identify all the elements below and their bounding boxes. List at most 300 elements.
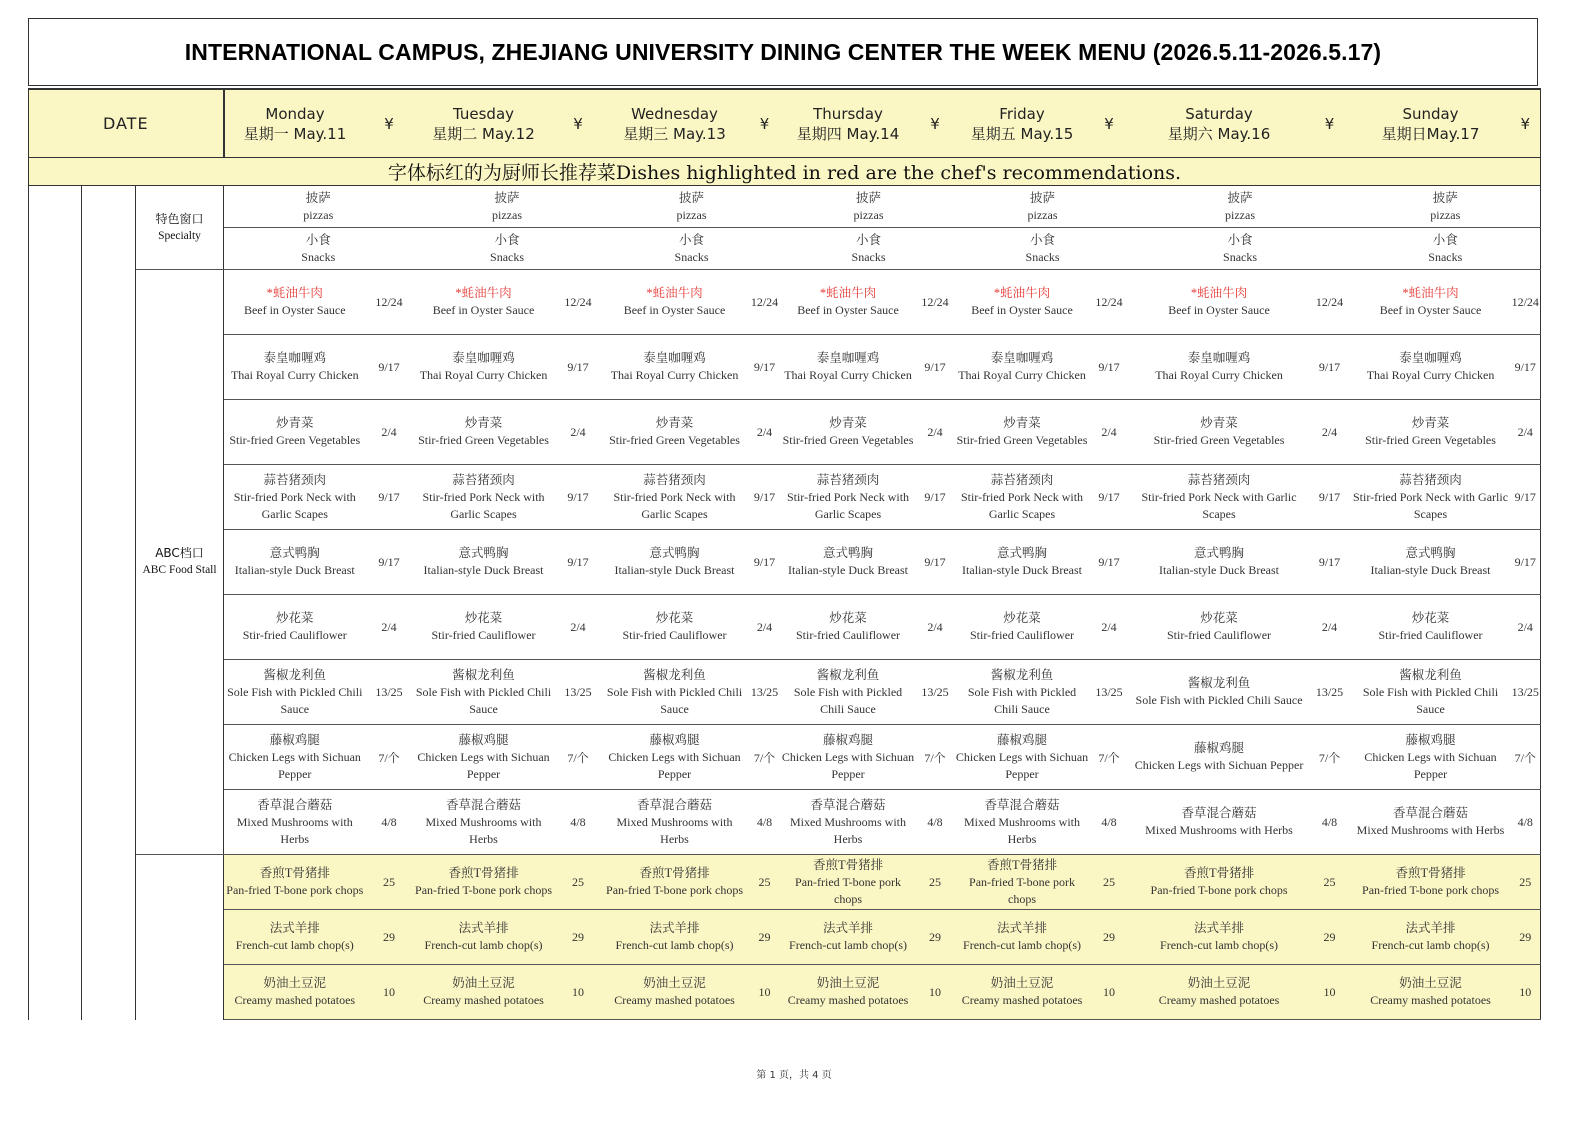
price-cell: 2/4	[748, 400, 782, 465]
dish-name-en: French-cut lamb chop(s)	[1371, 938, 1490, 952]
dish-name-en: Stir-fried Cauliflower	[431, 628, 536, 642]
dish	[1130, 865, 1309, 899]
dish-name-en: French-cut lamb chop(s)	[615, 938, 734, 952]
dish	[224, 667, 366, 718]
dish-cell	[602, 186, 782, 228]
price-cell: 10	[748, 965, 782, 1020]
dish-name-en: Snacks	[301, 249, 336, 264]
dish	[956, 857, 1089, 908]
dish-name-cn: 法式羊排	[649, 921, 700, 935]
dish-name-cn: *蚝油牛肉	[1402, 286, 1459, 300]
price-cell: 9/17	[748, 465, 782, 530]
section-name-en: Specialty	[158, 229, 201, 242]
dish-name-en: Stir-fried Green Vegetables	[956, 433, 1088, 447]
dish-name-en: Stir-fried Green Vegetables	[609, 433, 740, 447]
dish-name-en: Italian-style Duck Breast	[1159, 563, 1279, 577]
price-cell: 4/8	[366, 790, 413, 855]
dish-name-en: Stir-fried Green Vegetables	[1153, 433, 1285, 447]
abc-row	[29, 335, 1541, 400]
dish-cell	[1130, 530, 1309, 595]
dish-cell	[956, 790, 1089, 855]
abc-row	[29, 400, 1541, 465]
dish-name-cn: 泰皇咖喱鸡	[990, 351, 1054, 365]
dish	[956, 350, 1089, 384]
dish-cell	[413, 910, 555, 965]
price-cell: 9/17	[748, 335, 782, 400]
dish-name-en: Thai Royal Curry Chicken	[1155, 368, 1283, 382]
dish-name-cn: 蒜苔猪颈肉	[1187, 472, 1251, 487]
dish-cell	[413, 855, 555, 910]
price-cell: 9/17	[1089, 335, 1130, 400]
dish	[224, 472, 366, 523]
dish-name-cn: 炒青菜	[276, 416, 314, 430]
dish	[1351, 975, 1511, 1009]
price-cell: 2/4	[366, 595, 413, 660]
dish-cell	[224, 910, 366, 965]
dish-name-en: French-cut lamb chop(s)	[1160, 938, 1278, 952]
price-cell: 25	[555, 855, 602, 910]
dish-cell	[1351, 530, 1511, 595]
dish-cell	[956, 660, 1089, 725]
dish-name-en: Thai Royal Curry Chicken	[230, 368, 359, 382]
dish-name-cn: 香煎T骨猪排	[259, 866, 330, 880]
dish-cell	[1351, 910, 1511, 965]
dish-name-cn: 蒜苔猪颈肉	[452, 472, 515, 487]
dish-name-en: Pan-fried T-bone pork chops	[226, 883, 364, 897]
price-cell: 13/25	[1089, 660, 1130, 725]
dish-name-cn: 小食	[1227, 232, 1253, 247]
dish-name-en: Pan-fried T-bone pork chops	[1150, 883, 1288, 897]
dish-cell	[413, 400, 555, 465]
price-cell: 29	[366, 910, 413, 965]
price-cell: 29	[1511, 910, 1541, 965]
dish-name-cn: 炒花菜	[655, 611, 694, 625]
price-cell: 9/17	[915, 335, 956, 400]
dish-name-en: Creamy mashed potatoes	[961, 993, 1083, 1007]
dish-cell	[1130, 270, 1309, 335]
yen-header: ¥	[748, 89, 782, 158]
dish	[1351, 865, 1511, 899]
dish	[956, 667, 1089, 718]
dish-name-cn: 披萨	[679, 190, 705, 205]
dish-name-en: Stir-fried Pork Neck with Garlic Scapes	[1352, 489, 1509, 521]
dish	[224, 797, 366, 848]
dish-name-cn: 炒青菜	[829, 416, 867, 430]
dish-name-en: pizzas	[676, 207, 707, 222]
dish-cell	[782, 965, 915, 1020]
dish-name-en: Creamy mashed potatoes	[1370, 993, 1491, 1007]
dish-cell	[782, 855, 915, 910]
dish-name-en: Mixed Mushrooms with Herbs	[425, 814, 542, 846]
dish	[956, 285, 1089, 319]
dish-name-cn: 蒜苔猪颈肉	[1399, 472, 1462, 487]
price-cell: 9/17	[1309, 530, 1351, 595]
dish	[1130, 675, 1309, 709]
dish-cell	[224, 595, 366, 660]
dish-name-en: Chicken Legs with Sichuan Pepper	[955, 749, 1089, 781]
dish	[413, 797, 555, 848]
dish	[602, 472, 748, 523]
dish	[413, 285, 555, 319]
day-date: 星期五 May.15	[970, 124, 1074, 143]
dish-cell	[413, 270, 555, 335]
dish	[224, 232, 413, 266]
western-row	[29, 855, 1541, 910]
dish-cell	[224, 400, 366, 465]
price-cell: 7/个	[1511, 725, 1541, 790]
section-name-cn: 特色窗口	[155, 211, 204, 226]
dish-name-cn: *蚝油牛肉	[455, 286, 512, 300]
dish-name-en: Italian-style Duck Breast	[1370, 563, 1491, 577]
dish-cell	[1130, 186, 1351, 228]
price-cell: 2/4	[1089, 595, 1130, 660]
dish-name-cn: 藤椒鸡腿	[997, 732, 1048, 747]
dish-name-en: Pan-fried T-bone pork chops	[415, 883, 552, 897]
dish-name-en: French-cut lamb chop(s)	[424, 938, 543, 952]
dish-cell	[413, 228, 602, 270]
dish-name-cn: 香煎T骨猪排	[448, 866, 519, 880]
dish-name-cn: 披萨	[1227, 190, 1253, 205]
dish-name-cn: *蚝油牛肉	[993, 286, 1051, 300]
dish	[413, 350, 555, 384]
dish	[224, 350, 366, 384]
dish	[1351, 545, 1511, 579]
dish-name-en: Chicken Legs with Sichuan Pepper	[228, 749, 361, 781]
dish-name-en: Beef in Oyster Sauce	[243, 303, 346, 317]
dish-cell	[956, 465, 1089, 530]
dish-name-cn: 奶油土豆泥	[1399, 976, 1462, 990]
dish	[413, 732, 555, 783]
dish	[782, 975, 915, 1009]
dish	[782, 350, 915, 384]
dish	[224, 415, 366, 449]
dish-name-en: Stir-fried Green Vegetables	[782, 433, 914, 447]
price-cell: 4/8	[1089, 790, 1130, 855]
dish-cell	[602, 530, 748, 595]
dish	[1351, 610, 1511, 644]
dish-cell	[413, 465, 555, 530]
dish	[1130, 740, 1309, 774]
price-cell: 12/24	[748, 270, 782, 335]
price-cell: 29	[915, 910, 956, 965]
dish-cell	[956, 530, 1089, 595]
dish-name-cn: 香煎T骨猪排	[639, 866, 710, 880]
price-cell: 9/17	[555, 530, 602, 595]
dish-name-cn: 小食	[856, 232, 882, 247]
price-cell: 7/个	[1089, 725, 1130, 790]
dish	[782, 190, 956, 224]
dish-name-en: Pan-fried T-bone pork chops	[969, 874, 1075, 906]
section-name-en: ABC Food Stall	[142, 564, 217, 576]
dish	[782, 545, 915, 579]
price-cell: 4/8	[748, 790, 782, 855]
dish	[602, 285, 748, 319]
dish-name-cn: 藤椒鸡腿	[269, 732, 320, 747]
western-label	[136, 855, 224, 1020]
yen-header: ¥	[366, 89, 413, 158]
dish-cell	[224, 790, 366, 855]
dish	[224, 975, 366, 1009]
dish-cell	[602, 270, 748, 335]
price-cell: 2/4	[1089, 400, 1130, 465]
dish-cell	[1130, 855, 1309, 910]
dish-name-cn: 酱椒龙利鱼	[816, 667, 880, 682]
note-row	[29, 158, 1541, 186]
dish-name-cn: 泰皇咖喱鸡	[816, 351, 880, 365]
dish-cell	[782, 335, 915, 400]
day-header	[1351, 89, 1511, 158]
price-cell: 2/4	[1511, 400, 1541, 465]
dish-cell	[1351, 270, 1511, 335]
dish-cell	[956, 855, 1089, 910]
price-cell: 2/4	[1511, 595, 1541, 660]
dish-name-en: Pan-fried T-bone pork chops	[1362, 883, 1499, 897]
dish-name-cn: 蒜苔猪颈肉	[990, 472, 1054, 487]
dish-cell	[224, 855, 366, 910]
dish-cell	[782, 660, 915, 725]
dish	[782, 667, 915, 718]
date-header: DATE	[29, 89, 224, 158]
dish-name-cn: 小食	[1432, 232, 1458, 247]
dish-name-cn: 炒青菜	[655, 416, 694, 430]
day-date: 星期二 May.12	[432, 124, 535, 143]
price-cell: 25	[366, 855, 413, 910]
abc-row	[29, 465, 1541, 530]
dish-name-cn: 酱椒龙利鱼	[1399, 667, 1462, 682]
dish-cell	[224, 270, 366, 335]
page-title: INTERNATIONAL CAMPUS, ZHEJIANG UNIVERSITY DINING CENTER THE WEEK MENU (2026.5.11-2026.5.17)	[184, 38, 1382, 65]
dish	[1130, 975, 1309, 1009]
dish-cell	[956, 910, 1089, 965]
specialty-row	[29, 228, 1541, 270]
price-cell: 29	[555, 910, 602, 965]
price-cell: 9/17	[1309, 465, 1351, 530]
dish-cell	[1351, 790, 1511, 855]
dish-cell	[1130, 790, 1309, 855]
dish-name-cn: 奶油土豆泥	[452, 976, 515, 990]
dish-cell	[956, 400, 1089, 465]
dish	[224, 920, 366, 954]
abc-row	[29, 725, 1541, 790]
dish-name-cn: 香煎T骨猪排	[986, 857, 1058, 872]
dish-name-cn: 披萨	[856, 190, 882, 205]
price-cell: 7/个	[1309, 725, 1351, 790]
price-cell: 25	[1511, 855, 1541, 910]
dish-cell	[1351, 400, 1511, 465]
dish-name-cn: 法式羊排	[1405, 921, 1456, 935]
dish-name-en: Beef in Oyster Sauce	[432, 303, 535, 317]
abc-label	[136, 270, 224, 855]
dish-name-cn: 藤椒鸡腿	[1194, 741, 1245, 755]
dish-cell	[782, 228, 956, 270]
dish-name-en: Stir-fried Pork Neck with Garlic Scapes	[786, 489, 910, 521]
dish-name-en: Thai Royal Curry Chicken	[1366, 368, 1495, 382]
price-cell: 2/4	[366, 400, 413, 465]
dish-name-cn: 香草混合蘑菇	[257, 797, 333, 812]
dish	[782, 797, 915, 848]
dish-cell	[1351, 335, 1511, 400]
dish-name-cn: 奶油土豆泥	[263, 976, 327, 990]
price-cell: 9/17	[915, 530, 956, 595]
dish-name-en: Snacks	[1025, 249, 1060, 264]
day-name: Sunday	[1402, 104, 1459, 123]
dish-name-cn: 酱椒龙利鱼	[1187, 676, 1251, 690]
price-cell: 2/4	[1309, 595, 1351, 660]
price-cell: 10	[915, 965, 956, 1020]
price-cell: 2/4	[555, 400, 602, 465]
dish-name-cn: 香草混合蘑菇	[446, 797, 522, 812]
dish-name-en: Mixed Mushrooms with Herbs	[616, 814, 733, 846]
dish	[956, 190, 1130, 224]
dish	[1130, 805, 1309, 839]
dish	[782, 415, 915, 449]
price-cell: 9/17	[748, 530, 782, 595]
price-cell: 13/25	[366, 660, 413, 725]
dish	[956, 920, 1089, 954]
dish-name-en: Snacks	[490, 249, 525, 264]
dish-name-cn: 炒青菜	[464, 416, 503, 430]
dish-name-en: French-cut lamb chop(s)	[235, 938, 354, 952]
price-cell: 10	[1309, 965, 1351, 1020]
page-footer: 第 1 页，共 4 页	[756, 1070, 832, 1081]
dish-name-en: Creamy mashed potatoes	[614, 993, 735, 1007]
dish	[782, 232, 956, 266]
dish	[602, 610, 748, 644]
dish-name-en: Mixed Mushrooms with Herbs	[790, 814, 907, 846]
dish	[602, 415, 748, 449]
price-cell: 7/个	[915, 725, 956, 790]
dish-name-en: Stir-fried Cauliflower	[1166, 628, 1272, 642]
dish	[224, 865, 366, 899]
dish	[224, 732, 366, 783]
dish-name-en: Italian-style Duck Breast	[423, 563, 544, 577]
dish-name-en: Chicken Legs with Sichuan Pepper	[417, 749, 550, 781]
dish	[224, 190, 413, 224]
price-cell: 13/25	[1511, 660, 1541, 725]
abc-row	[29, 660, 1541, 725]
dish-name-en: Creamy mashed potatoes	[423, 993, 544, 1007]
dish-name-en: Chicken Legs with Sichuan Pepper	[1134, 758, 1304, 772]
dish-name-en: Sole Fish with Pickled Chili Sauce	[227, 684, 363, 716]
dish-name-en: Stir-fried Pork Neck with Garlic Scapes	[1141, 489, 1297, 521]
title-box	[28, 18, 1538, 86]
dish-cell	[1351, 855, 1511, 910]
dish-name-cn: 法式羊排	[1194, 921, 1245, 935]
dish-cell	[956, 335, 1089, 400]
dish-name-cn: 蒜苔猪颈肉	[816, 472, 880, 487]
day-date: 星期四 May.14	[796, 124, 900, 143]
dish-name-en: Italian-style Duck Breast	[962, 563, 1082, 577]
dish-cell	[1351, 465, 1511, 530]
dish-cell	[1130, 965, 1309, 1020]
dish-cell	[782, 530, 915, 595]
dish-name-cn: 奶油土豆泥	[990, 976, 1054, 990]
dish-name-en: Mixed Mushrooms with Herbs	[1145, 823, 1293, 837]
lead-column	[29, 186, 82, 1020]
dish-cell	[413, 660, 555, 725]
dish-name-en: Stir-fried Green Vegetables	[418, 433, 549, 447]
dish-name-en: Thai Royal Curry Chicken	[958, 368, 1086, 382]
dish-name-cn: 炒青菜	[1411, 416, 1450, 430]
dish-name-en: Pan-fried T-bone pork chops	[795, 874, 901, 906]
dish-name-cn: *蚝油牛肉	[646, 286, 703, 300]
dish-cell	[602, 725, 748, 790]
dish-name-en: Italian-style Duck Breast	[614, 563, 735, 577]
dish	[224, 285, 366, 319]
dish	[602, 732, 748, 783]
price-cell: 9/17	[366, 335, 413, 400]
dish-name-cn: 披萨	[494, 190, 520, 205]
price-cell: 4/8	[1511, 790, 1541, 855]
price-cell: 9/17	[1089, 530, 1130, 595]
price-cell: 12/24	[915, 270, 956, 335]
dish	[602, 797, 748, 848]
yen-header: ¥	[1511, 89, 1541, 158]
dish	[956, 232, 1130, 266]
day-name: Saturday	[1185, 104, 1253, 123]
dish-cell	[413, 725, 555, 790]
dish-name-en: Pan-fried T-bone pork chops	[606, 883, 743, 897]
dish	[1130, 545, 1309, 579]
dish-name-cn: 炒花菜	[1003, 611, 1041, 625]
price-cell: 10	[555, 965, 602, 1020]
day-header	[956, 89, 1089, 158]
dish-cell	[956, 725, 1089, 790]
dish-name-cn: 酱椒龙利鱼	[452, 667, 515, 682]
dish-name-en: Mixed Mushrooms with Herbs	[1356, 823, 1505, 837]
western-row	[29, 910, 1541, 965]
dish	[413, 610, 555, 644]
dish-cell	[224, 228, 413, 270]
dish-name-cn: 意式鸭胸	[823, 546, 874, 560]
price-cell: 7/个	[366, 725, 413, 790]
price-cell: 12/24	[555, 270, 602, 335]
dish	[1130, 232, 1351, 266]
dish-cell	[224, 465, 366, 530]
price-cell: 2/4	[555, 595, 602, 660]
price-cell: 9/17	[1089, 465, 1130, 530]
price-cell: 13/25	[1309, 660, 1351, 725]
dish-name-cn: 泰皇咖喱鸡	[263, 351, 327, 365]
dish-name-cn: 蒜苔猪颈肉	[643, 472, 706, 487]
dish-cell	[224, 660, 366, 725]
dish	[413, 472, 555, 523]
day-header	[782, 89, 915, 158]
abc-row	[29, 270, 1541, 335]
dish-cell	[782, 790, 915, 855]
dish-name-cn: 泰皇咖喱鸡	[1187, 351, 1251, 365]
dish-name-cn: 意式鸭胸	[649, 546, 700, 560]
dish-name-en: Stir-fried Pork Neck with Garlic Scapes	[960, 489, 1084, 521]
price-cell: 25	[1309, 855, 1351, 910]
dish-name-cn: 香草混合蘑菇	[637, 797, 713, 812]
dish	[1130, 920, 1309, 954]
abc-row	[29, 790, 1541, 855]
dish-cell	[602, 595, 748, 660]
dish-name-en: Stir-fried Green Vegetables	[1365, 433, 1496, 447]
dish-name-cn: 法式羊排	[997, 921, 1048, 935]
dish-name-en: Beef in Oyster Sauce	[623, 303, 726, 317]
dish-name-cn: 泰皇咖喱鸡	[643, 351, 706, 365]
dish-cell	[782, 595, 915, 660]
day-name: Monday	[265, 104, 325, 123]
dish-cell	[413, 595, 555, 660]
dish-name-en: Snacks	[1428, 249, 1463, 264]
price-cell: 9/17	[366, 465, 413, 530]
price-cell: 13/25	[748, 660, 782, 725]
dish-name-cn: 披萨	[305, 190, 331, 205]
dish-cell	[224, 335, 366, 400]
